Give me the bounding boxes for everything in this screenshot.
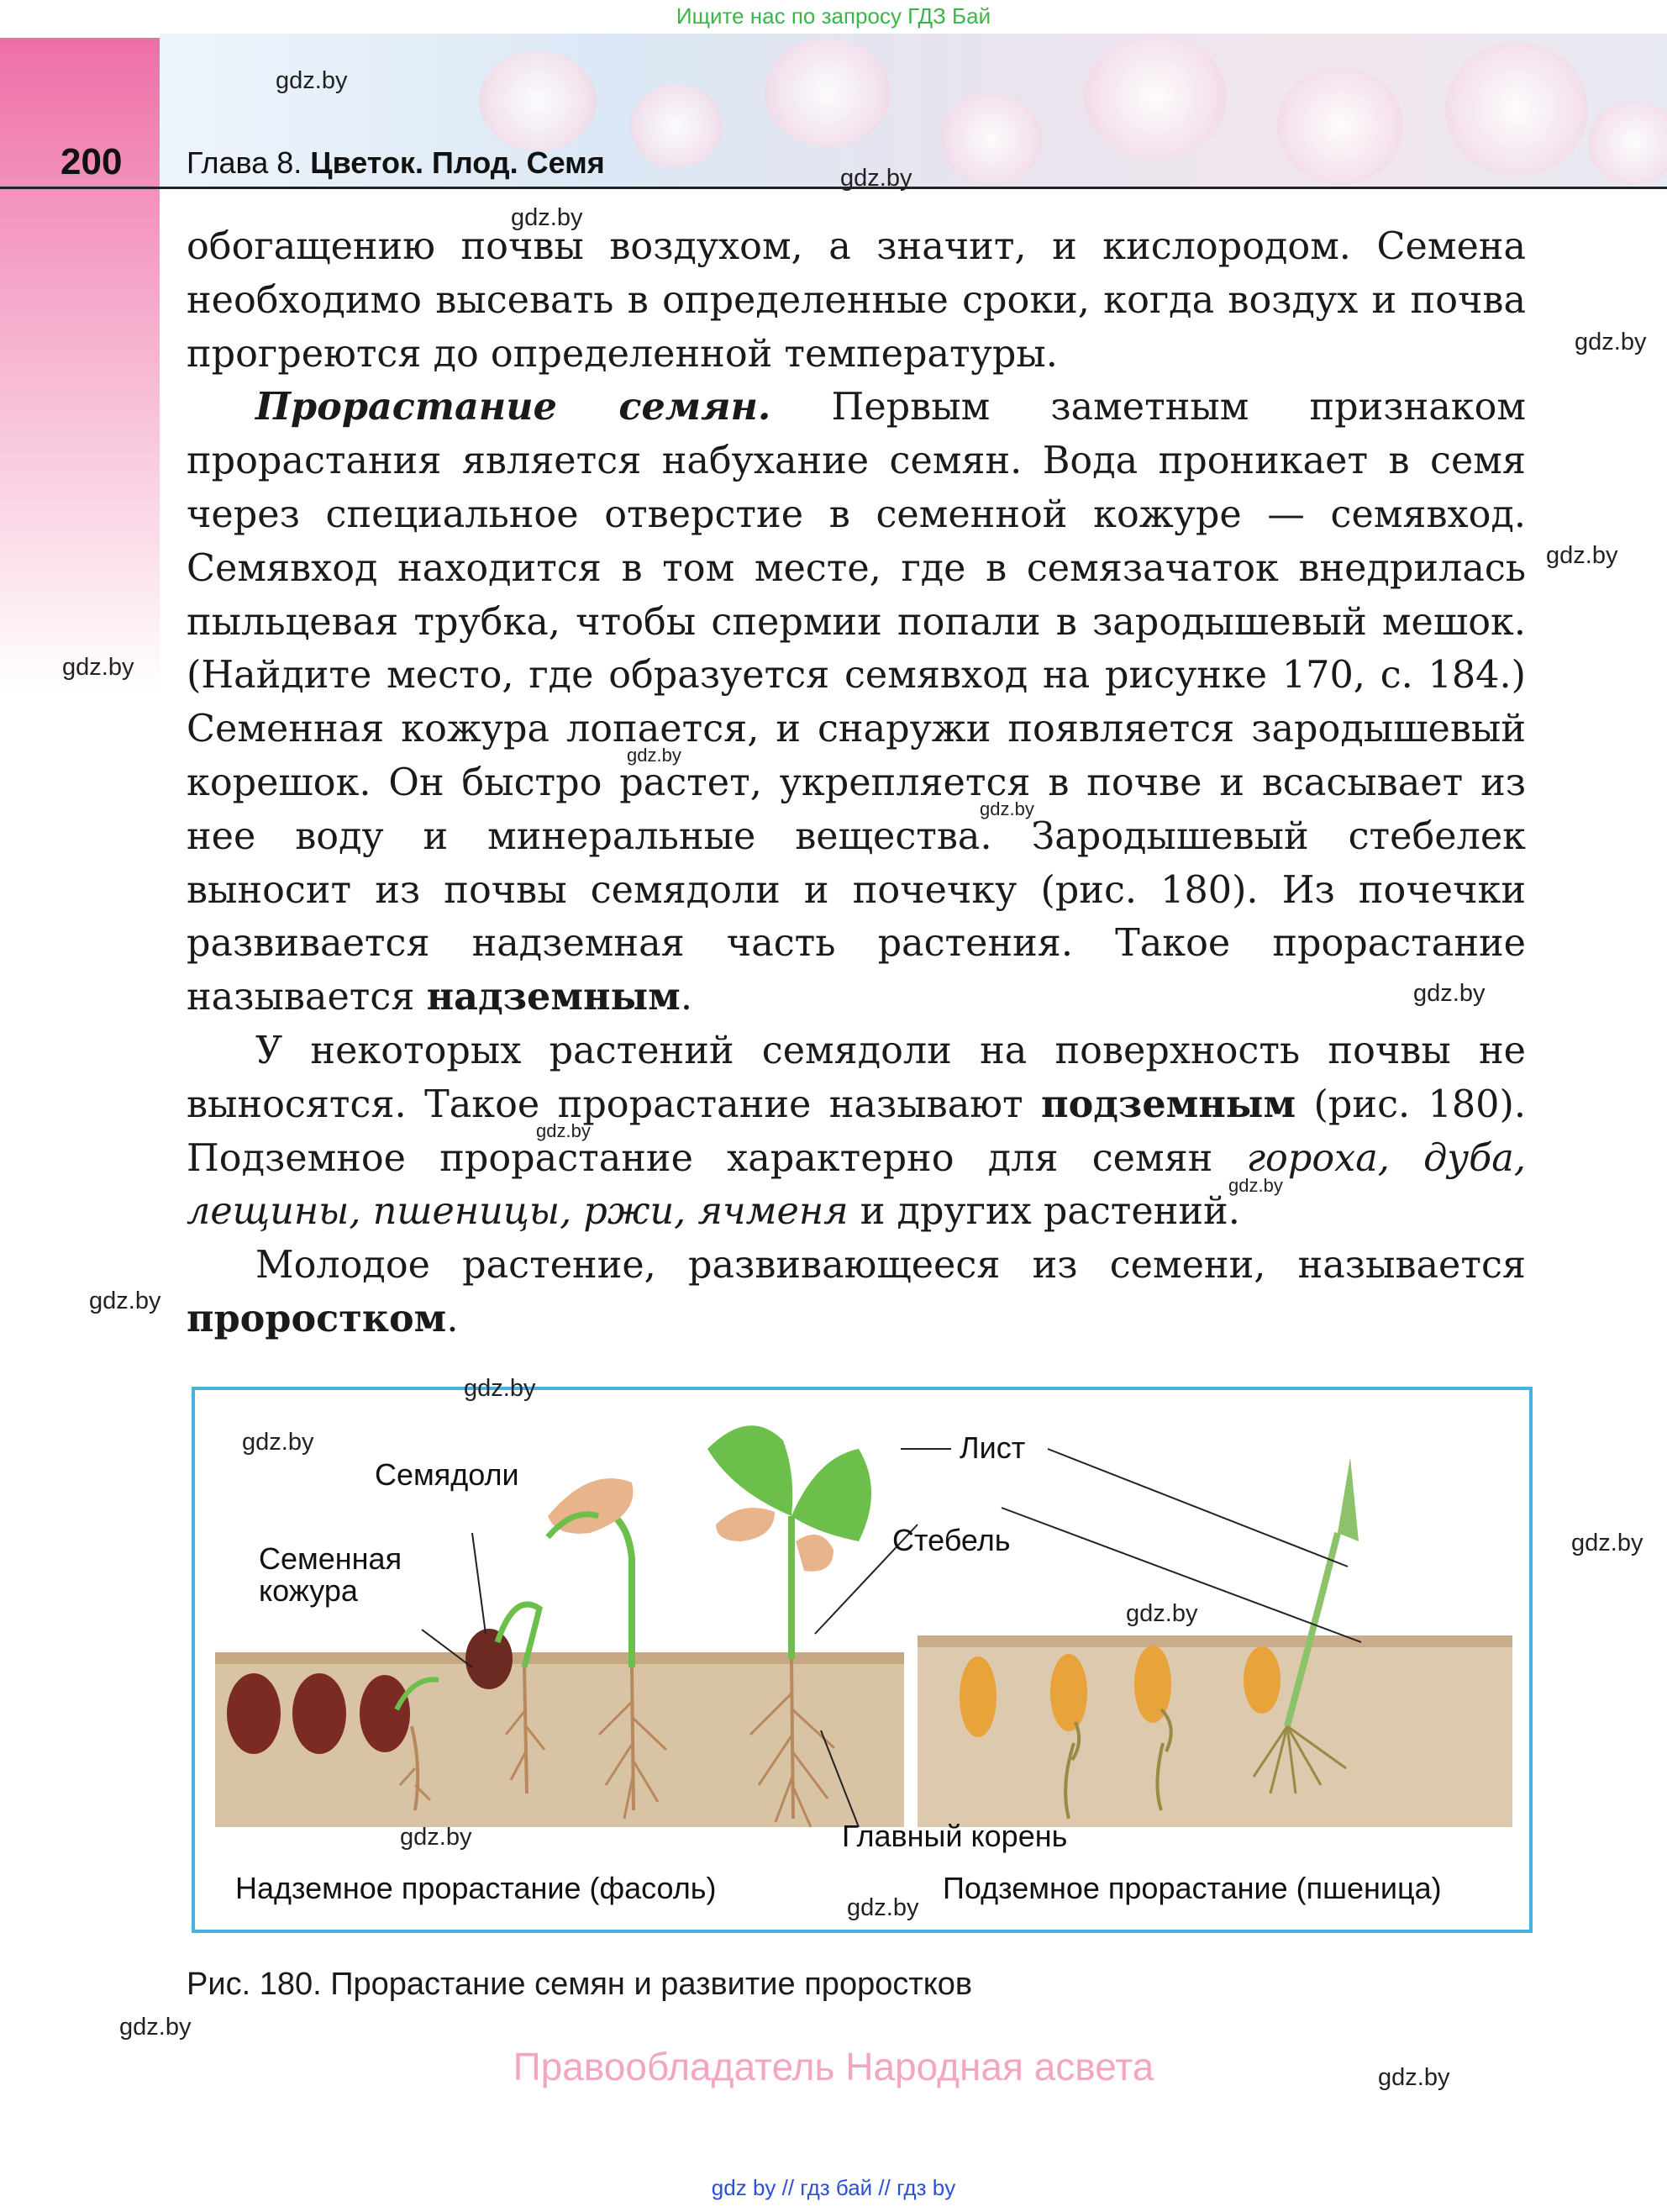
label-cotyledons: Семядоли xyxy=(375,1457,519,1492)
watermark: gdz.by xyxy=(1126,1600,1198,1627)
watermark: gdz.by xyxy=(1546,542,1618,569)
watermark: gdz.by xyxy=(1228,1175,1283,1196)
page-number: 200 xyxy=(60,141,123,182)
chapter-title: Глава 8. Цветок. Плод. Семя xyxy=(187,145,605,180)
watermark: gdz.by xyxy=(62,654,134,681)
watermark: gdz.by xyxy=(840,165,912,192)
label-stem: Стебель xyxy=(892,1523,1011,1557)
watermark: gdz.by xyxy=(276,67,348,94)
watermark: gdz.by xyxy=(89,1288,161,1314)
wheat-leaf xyxy=(1338,1457,1359,1541)
watermark: gdz.by xyxy=(627,745,681,766)
watermark: gdz.by xyxy=(1575,329,1647,356)
top-search-hint[interactable]: Ищите нас по запросу ГДЗ Бай xyxy=(676,3,991,29)
paragraph-1: обогащению почвы воздухом, а значит, и кислородом. Семена необходимо высевать в определенные сроки, когда воздух и почва прогреются до определенной температуры. xyxy=(187,225,1526,376)
watermark: gdz.by xyxy=(1413,980,1486,1007)
paragraph-2: Прорастание семян. Первым заметным признаком прорастания является набухание семян. Вода проникает в семя через специальное отверстие в семенной кожуре — семявход. Семявход находится в том месте, где в семязачаток внедрилась пыльцевая трубка, чтобы спермии попали в зародышевый мешок. (Найдите место, где образуется семявход на рисунке 170, с. 184.) Семенная кожура лопается, и снаружи появляется зародышевый корешок. Он быстро растет, укрепляется в почве и всасывает из нее воду и минеральные вещества. Зародышевый стебелек выносит из почвы семядоли и почечку (рис. 180). Из почечки развивается надземная часть растения. Такое прорастание называется надземным. xyxy=(187,385,1526,1019)
wheat-grain-2 xyxy=(1050,1654,1087,1731)
body-text xyxy=(187,220,1526,1346)
watermark: gdz.by xyxy=(464,1375,536,1402)
watermark: gdz.by xyxy=(400,1824,472,1851)
label-seed-coat-1: Семенная xyxy=(259,1541,402,1576)
bean-seed-3 xyxy=(360,1675,410,1752)
label-seed-coat-2: кожура xyxy=(259,1573,358,1608)
header-rule xyxy=(0,187,1667,189)
label-hypogeal: Подземное прорастание (пшеница) xyxy=(943,1871,1442,1905)
pink-side-bar xyxy=(0,38,160,693)
watermark: gdz.by xyxy=(1571,1530,1643,1556)
label-epigeal: Надземное прорастание (фасоль) xyxy=(235,1871,717,1905)
leaf-left xyxy=(707,1425,792,1516)
soil-right xyxy=(918,1642,1512,1827)
bean-seed-1 xyxy=(227,1673,281,1754)
watermark: gdz.by xyxy=(1378,2064,1450,2091)
wheat-grain-1 xyxy=(960,1656,997,1737)
watermark: gdz.by xyxy=(847,1894,919,1921)
bean-seed-4 xyxy=(465,1629,513,1689)
watermark: gdz.by xyxy=(536,1120,591,1141)
label-main-root: Главный корень xyxy=(842,1819,1068,1853)
wheat-grain-4 xyxy=(1244,1646,1280,1714)
watermark: gdz.by xyxy=(980,798,1034,819)
watermark: gdz.by xyxy=(119,2014,192,2041)
paragraph-4: Молодое растение, развивающееся из семени, называется проростком. xyxy=(187,1244,1526,1340)
paragraph-3: У некоторых растений семядоли на поверхность почвы не выносятся. Такое прорастание называют подземным (рис. 180). Подземное прорастание характерно для семян гороха, дуба, лещины, пшеницы, ржи, ячменя и других растений. xyxy=(187,1029,1526,1234)
label-leaf: Лист xyxy=(960,1430,1026,1465)
watermark: gdz.by xyxy=(511,204,583,231)
watermark: gdz.by xyxy=(242,1429,314,1456)
leaf-right xyxy=(791,1449,871,1541)
copyright-notice: Правообладатель Народная асвета xyxy=(513,2045,1154,2088)
wheat-grain-3 xyxy=(1134,1646,1171,1723)
figure-180 xyxy=(192,1387,1533,1933)
figure-caption: Рис. 180. Прорастание семян и развитие проростков xyxy=(187,1967,973,2002)
bottom-links[interactable]: gdz by // гдз бай // гдз by xyxy=(711,2175,956,2200)
bean-seed-2 xyxy=(292,1673,346,1754)
section-heading: Прорастание семян. xyxy=(255,385,771,429)
